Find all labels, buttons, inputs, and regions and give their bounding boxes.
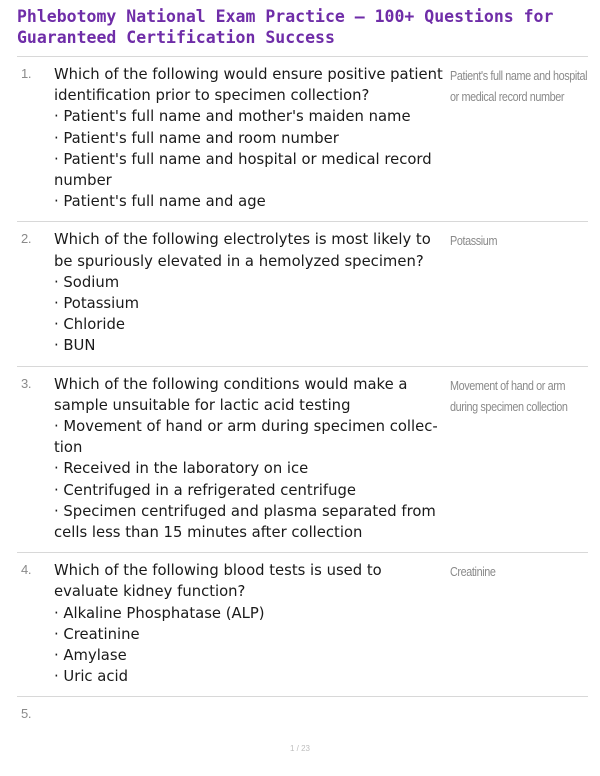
answer-option: · Patient's full name and room number xyxy=(54,129,339,147)
answer-option: · Potassium xyxy=(54,295,140,313)
question-number: 3. xyxy=(21,375,32,391)
question-text: Which of the following conditions would make a sample unsuitable for lactic acid testing xyxy=(54,375,408,414)
question-number: 1. xyxy=(21,66,32,81)
question-body xyxy=(54,367,446,553)
answer-option: · Movement of hand or arm during specimen collection xyxy=(54,418,438,457)
answer-option: · Creatinine xyxy=(54,625,140,643)
question-text: Which of the following blood tests is used to evaluate kidney function? xyxy=(54,562,382,601)
answer-option: · Chloride xyxy=(54,316,125,334)
answer-option: · Specimen centrifuged and plasma separated from cells less than 15 minutes after collection xyxy=(54,502,436,542)
answer-option: · Alkaline Phosphatase (ALP) xyxy=(54,604,265,622)
question-row-5 xyxy=(17,697,588,722)
correct-answer: Potassium xyxy=(450,234,498,249)
answer-option: · Sodium xyxy=(54,273,120,291)
correct-answer: Creatinine xyxy=(450,565,496,580)
correct-answer: Movement of hand or arm during specimen collection xyxy=(450,378,568,414)
document-title: Phlebotomy National Exam Practice — 100+ Questions for Guaranteed Certification Success xyxy=(17,7,554,47)
question-list xyxy=(17,57,588,722)
question-row-3 xyxy=(17,367,588,554)
question-body xyxy=(54,222,446,365)
question-text: Which of the following electrolytes is most likely to be spuriously elevated in a hemolyzed specimen? xyxy=(54,231,431,270)
question-body xyxy=(54,553,446,696)
answer-option: · Received in the laboratory on ice xyxy=(54,460,309,478)
answer-option: · Patient's full name and age xyxy=(54,193,266,211)
answer-option: · BUN xyxy=(54,337,96,355)
question-row-1 xyxy=(17,57,588,222)
page-number: 1 / 23 xyxy=(289,744,310,753)
question-number: 4. xyxy=(21,562,32,578)
answer-option: · Uric acid xyxy=(54,668,128,686)
question-row-4 xyxy=(17,553,588,697)
question-number: 5. xyxy=(21,706,32,722)
answer-option: · Patient's full name and hospital or medical record number xyxy=(54,150,432,190)
question-number: 2. xyxy=(21,231,32,247)
answer-option: · Patient's full name and mother's maiden name xyxy=(54,108,411,126)
question-text: Which of the following would ensure positive patient identification prior to specimen collection? xyxy=(54,66,443,105)
answer-option: · Amylase xyxy=(54,647,127,665)
answer-option: · Centrifuged in a refrigerated centrifuge xyxy=(54,481,356,499)
correct-answer: Patient's full name and hospital or medical record number xyxy=(450,69,588,104)
question-body xyxy=(54,57,446,221)
question-row-2 xyxy=(17,222,588,366)
question-body xyxy=(54,697,446,713)
